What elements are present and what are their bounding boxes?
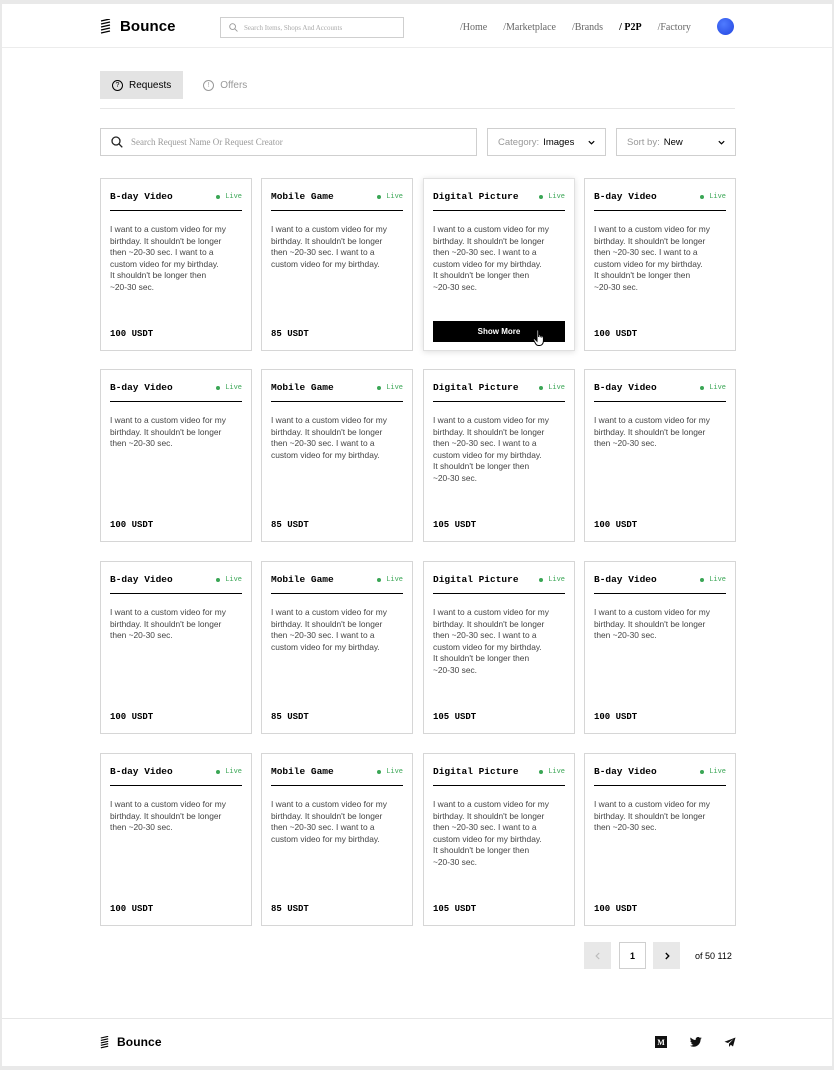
card-description: I want to a custom video for my birthday. It shouldn't be longer then ~20-30 sec. <box>110 415 226 448</box>
card-title: Digital Picture <box>433 766 519 777</box>
status-text: Live <box>709 768 726 776</box>
live-dot-icon <box>377 195 381 199</box>
card-divider <box>433 210 565 211</box>
status-text: Live <box>548 576 565 584</box>
chevron-down-icon <box>587 138 596 147</box>
status-text: Live <box>386 768 403 776</box>
request-card[interactable] <box>261 369 413 542</box>
card-description: I want to a custom video for my birthday. It shouldn't be longer then ~20-30 sec. I want to a custom video for my birthday. It shouldn't be longer then ~20-30 sec. <box>110 224 226 292</box>
live-dot-icon <box>216 770 220 774</box>
chevron-right-icon <box>663 952 671 960</box>
status-badge <box>539 384 565 392</box>
card-price: 105 USDT <box>433 712 477 722</box>
live-dot-icon <box>216 386 220 390</box>
live-dot-icon <box>377 386 381 390</box>
category-value: Images <box>543 136 575 148</box>
main-nav <box>460 22 707 33</box>
card-divider <box>433 593 565 594</box>
footer-divider <box>2 1018 832 1019</box>
request-search[interactable] <box>100 128 477 156</box>
sort-value: New <box>663 136 683 148</box>
card-divider <box>594 593 726 594</box>
exclamation-icon: ! <box>203 80 214 91</box>
status-text: Live <box>548 384 565 392</box>
search-icon <box>229 23 238 32</box>
card-description: I want to a custom video for my birthday. It shouldn't be longer then ~20-30 sec. <box>110 799 226 832</box>
nav-marketplace[interactable]: /Marketplace <box>503 22 556 33</box>
logo-mark-icon <box>100 1036 109 1049</box>
card-description: I want to a custom video for my birthday. It shouldn't be longer then ~20-30 sec. I want to a custom video for my birthday. It shouldn't be longer then ~20-30 sec. <box>433 607 549 675</box>
logo-mark-icon <box>100 19 111 34</box>
request-search-input[interactable] <box>131 137 451 147</box>
request-card[interactable] <box>423 369 575 542</box>
request-card[interactable] <box>423 178 575 351</box>
status-text: Live <box>225 576 242 584</box>
card-price: 100 USDT <box>110 712 154 722</box>
show-more-button[interactable]: Show More <box>433 321 565 342</box>
status-text: Live <box>386 193 403 201</box>
tab-requests[interactable] <box>100 71 183 99</box>
request-card[interactable] <box>261 178 413 351</box>
prev-page-button[interactable] <box>584 942 611 969</box>
medium-icon[interactable]: M <box>655 1036 667 1048</box>
live-dot-icon <box>700 578 704 582</box>
card-title: B-day Video <box>110 191 173 202</box>
status-badge <box>700 768 726 776</box>
card-price: 100 USDT <box>110 329 154 339</box>
card-description: I want to a custom video for my birthday. It shouldn't be longer then ~20-30 sec. I want to a custom video for my birthday. <box>271 224 387 269</box>
brand-logo[interactable] <box>100 18 176 35</box>
nav-home[interactable]: /Home <box>460 22 488 33</box>
card-description: I want to a custom video for my birthday. It shouldn't be longer then ~20-30 sec. I want to a custom video for my birthday. It shouldn't be longer then ~20-30 sec. <box>433 799 549 867</box>
card-price: 100 USDT <box>110 520 154 530</box>
card-description: I want to a custom video for my birthday. It shouldn't be longer then ~20-30 sec. I want to a custom video for my birthday. It shouldn't be longer then ~20-30 sec. <box>594 224 710 292</box>
request-card[interactable] <box>100 178 252 351</box>
live-dot-icon <box>539 195 543 199</box>
nav-brands[interactable]: /Brands <box>571 22 604 33</box>
card-divider <box>271 593 403 594</box>
status-badge <box>700 576 726 584</box>
twitter-icon[interactable] <box>689 1035 703 1049</box>
card-price: 85 USDT <box>271 712 309 722</box>
card-divider <box>110 593 242 594</box>
live-dot-icon <box>539 578 543 582</box>
card-description: I want to a custom video for my birthday. It shouldn't be longer then ~20-30 sec. <box>594 415 710 448</box>
page-total: of 50 112 <box>695 951 732 961</box>
status-badge <box>539 576 565 584</box>
status-badge <box>700 193 726 201</box>
global-search-input[interactable] <box>244 24 394 32</box>
card-title: B-day Video <box>110 574 173 585</box>
request-card[interactable] <box>423 561 575 734</box>
card-price: 105 USDT <box>433 904 477 914</box>
card-price: 85 USDT <box>271 904 309 914</box>
card-description: I want to a custom video for my birthday. It shouldn't be longer then ~20-30 sec. I want to a custom video for my birthday. It shouldn't be longer then ~20-30 sec. <box>433 224 549 292</box>
footer-logo[interactable] <box>100 1035 162 1049</box>
request-card[interactable] <box>584 753 736 926</box>
top-header <box>2 4 832 48</box>
status-text: Live <box>548 193 565 201</box>
card-price: 100 USDT <box>594 904 638 914</box>
card-divider <box>271 401 403 402</box>
request-card[interactable] <box>423 753 575 926</box>
nav-p2p[interactable]: / P2P <box>619 22 642 33</box>
chevron-left-icon <box>594 952 602 960</box>
nav-factory[interactable]: /Factory <box>657 22 691 33</box>
status-badge <box>377 576 403 584</box>
card-title: B-day Video <box>594 191 657 202</box>
page <box>2 4 832 1066</box>
card-title: Digital Picture <box>433 574 519 585</box>
telegram-icon[interactable] <box>723 1035 737 1049</box>
sort-label: Sort by: <box>627 136 660 148</box>
card-title: Mobile Game <box>271 766 334 777</box>
status-badge <box>539 193 565 201</box>
card-price: 105 USDT <box>433 520 477 530</box>
next-page-button[interactable] <box>653 942 680 969</box>
request-card[interactable] <box>261 753 413 926</box>
live-dot-icon <box>539 770 543 774</box>
footer-brand-name: Bounce <box>117 1035 162 1049</box>
status-badge <box>216 576 242 584</box>
question-icon: ? <box>112 80 123 91</box>
request-card[interactable] <box>584 561 736 734</box>
card-divider <box>594 210 726 211</box>
status-text: Live <box>225 193 242 201</box>
card-title: B-day Video <box>110 766 173 777</box>
card-description: I want to a custom video for my birthday. It shouldn't be longer then ~20-30 sec. I want to a custom video for my birthday. <box>271 607 387 652</box>
card-description: I want to a custom video for my birthday. It shouldn't be longer then ~20-30 sec. I want to a custom video for my birthday. <box>271 799 387 844</box>
status-text: Live <box>709 384 726 392</box>
request-card[interactable] <box>100 561 252 734</box>
card-divider <box>594 785 726 786</box>
card-description: I want to a custom video for my birthday. It shouldn't be longer then ~20-30 sec. <box>594 607 710 640</box>
hand-cursor-icon <box>532 329 548 347</box>
card-divider <box>433 401 565 402</box>
status-badge <box>216 193 242 201</box>
global-search[interactable] <box>220 17 404 38</box>
status-text: Live <box>548 768 565 776</box>
status-text: Live <box>225 768 242 776</box>
live-dot-icon <box>377 578 381 582</box>
tab-offers-label: Offers <box>220 79 248 91</box>
live-dot-icon <box>539 386 543 390</box>
category-label: Category: <box>498 136 540 148</box>
status-text: Live <box>709 193 726 201</box>
card-title: Digital Picture <box>433 191 519 202</box>
tab-offers[interactable] <box>191 71 259 99</box>
card-divider <box>433 785 565 786</box>
card-description: I want to a custom video for my birthday. It shouldn't be longer then ~20-30 sec. I want to a custom video for my birthday. <box>271 415 387 460</box>
request-offer-tabs <box>100 71 259 99</box>
tab-requests-label: Requests <box>129 79 172 91</box>
card-divider <box>110 401 242 402</box>
status-badge <box>216 384 242 392</box>
card-title: B-day Video <box>110 382 173 393</box>
card-price: 100 USDT <box>594 329 638 339</box>
card-divider <box>271 210 403 211</box>
card-divider <box>110 785 242 786</box>
card-title: B-day Video <box>594 382 657 393</box>
live-dot-icon <box>700 770 704 774</box>
status-badge <box>377 768 403 776</box>
card-price: 85 USDT <box>271 520 309 530</box>
search-icon <box>111 136 123 148</box>
card-price: 85 USDT <box>271 329 309 339</box>
status-text: Live <box>386 384 403 392</box>
request-card[interactable] <box>584 369 736 542</box>
request-card[interactable] <box>584 178 736 351</box>
status-badge <box>216 768 242 776</box>
card-divider <box>271 785 403 786</box>
card-title: B-day Video <box>594 766 657 777</box>
card-price: 100 USDT <box>594 712 638 722</box>
card-price: 100 USDT <box>594 520 638 530</box>
request-card[interactable] <box>100 369 252 542</box>
request-card[interactable] <box>261 561 413 734</box>
status-text: Live <box>709 576 726 584</box>
card-description: I want to a custom video for my birthday. It shouldn't be longer then ~20-30 sec. <box>110 607 226 640</box>
card-price: 100 USDT <box>110 904 154 914</box>
live-dot-icon <box>377 770 381 774</box>
status-text: Live <box>225 384 242 392</box>
tabs-divider <box>100 108 735 109</box>
status-badge <box>377 193 403 201</box>
card-divider <box>594 401 726 402</box>
live-dot-icon <box>700 386 704 390</box>
card-divider <box>110 210 242 211</box>
card-title: Digital Picture <box>433 382 519 393</box>
request-card[interactable] <box>100 753 252 926</box>
card-title: Mobile Game <box>271 191 334 202</box>
sort-dropdown[interactable] <box>616 128 736 156</box>
page-number-input[interactable]: 1 <box>619 942 646 969</box>
card-description: I want to a custom video for my birthday. It shouldn't be longer then ~20-30 sec. I want to a custom video for my birthday. It shouldn't be longer then ~20-30 sec. <box>433 415 549 483</box>
live-dot-icon <box>700 195 704 199</box>
card-title: B-day Video <box>594 574 657 585</box>
category-dropdown[interactable] <box>487 128 606 156</box>
live-dot-icon <box>216 195 220 199</box>
status-badge <box>700 384 726 392</box>
status-text: Live <box>386 576 403 584</box>
card-description: I want to a custom video for my birthday. It shouldn't be longer then ~20-30 sec. <box>594 799 710 832</box>
status-badge <box>539 768 565 776</box>
card-title: Mobile Game <box>271 574 334 585</box>
card-title: Mobile Game <box>271 382 334 393</box>
user-avatar[interactable] <box>717 18 734 35</box>
chevron-down-icon <box>717 138 726 147</box>
brand-name: Bounce <box>120 18 176 35</box>
live-dot-icon <box>216 578 220 582</box>
status-badge <box>377 384 403 392</box>
